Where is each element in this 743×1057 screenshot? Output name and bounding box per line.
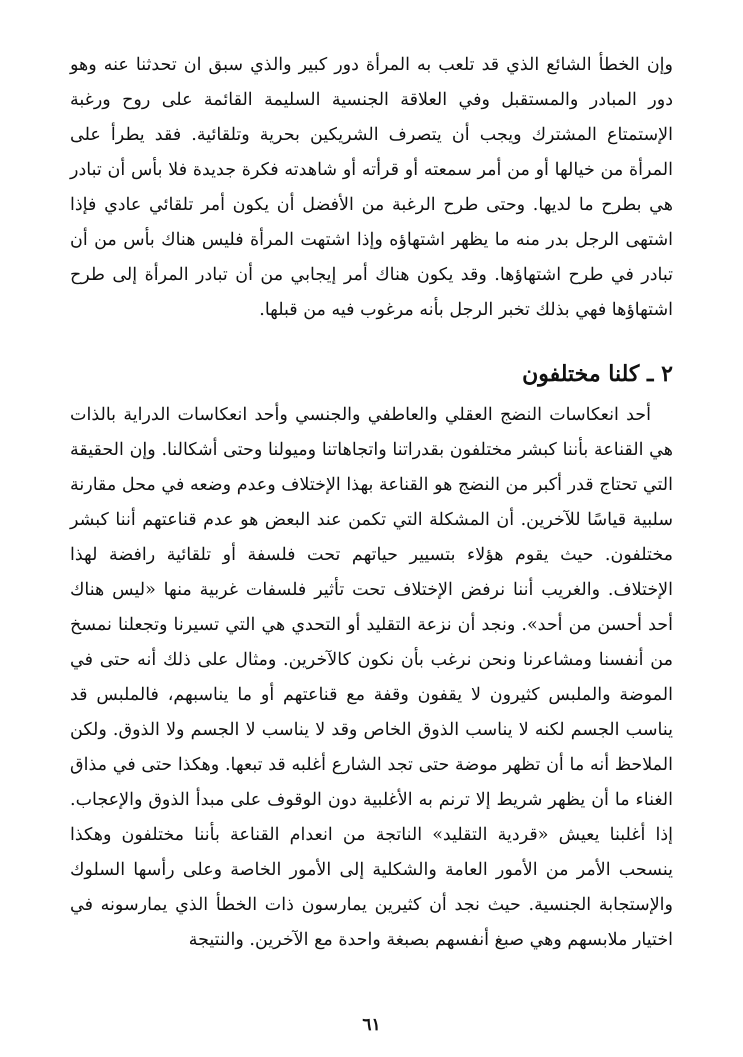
page-number: ٦١ [362, 1015, 381, 1035]
section-heading: ٢ ـ كلنا مختلفون [522, 361, 673, 387]
body-paragraph-2: أحد انعكاسات النضج العقلي والعاطفي والجنسي وأحد انعكاسات الدراية بالذات هي القناعة بأننا كبشر مختلفون بقدراتنا واتجاهاتنا وميولنا وحتى أشكالنا. وإن الحقيقة التي تحتاج قدر أكبر من النضج هو القناعة بهذا الإختلاف وعدم وضعه في محل مقارنة سلبية قياسًا للآخرين. أن المشكلة التي تكمن عند البعض هو عدم قناعتهم أننا كبشر مختلفون. حيث يقوم هؤلاء بتسيير حياتهم تحت فلسفة أو تلقائية رافضة لهذا الإختلاف. والغريب أننا نرفض الإختلاف تحت تأثير فلسفات غربية منها «ليس هناك أحد أحسن من أحد». ونجد أن نزعة التقليد أو التحدي هي التي تسيرنا وتجعلنا نمسخ من أنفسنا ومشاعرنا ونحن نرغب بأن نكون كالآخرين. ومثال على ذلك أنه حتى في الموضة والملبس كثيرون لا يقفون وقفة مع قناعتهم أو ما يناسبهم، فالملبس قد يناسب الجسم لكنه لا يناسب الذوق الخاص وقد لا يناسب لا الجسم ولا الذوق. ولكن الملاحظ أنه ما أن تظهر موضة حتى تجد الشارع أغلبه قد تبعها. وهكذا حتى في مذاق الغناء ما أن يظهر شريط إلا ترنم به الأغلبية دون الوقوف على مبدأ الذوق والإعجاب. إذا أغلبنا يعيش «قردية التقليد» الناتجة من انعدام القناعة بأننا مختلفون وهكذا ينسحب الأمر من الأمور العامة والشكلية إلى الأمور الخاصة وعلى رأسها السلوك والإستجابة الجنسية. حيث نجد أن كثيرين يمارسون ذات الخطأ الذي يمارسونه في اختيار ملابسهم وهي صبغ أنفسهم بصبغة واحدة مع الآخرين. والنتيجة [70, 405, 673, 950]
document-page [70, 48, 673, 1037]
body-paragraph-1: وإن الخطأ الشائع الذي قد تلعب به المرأة دور كبير والذي سبق ان تحدثنا عنه وهو دور المبادر والمستقبل وفي العلاقة الجنسية السليمة القائمة على روح ورغبة الإستمتاع المشترك ويجب أن يتصرف الشريكين بحرية وتلقائية. فقد يطرأ على المرأة من خيالها أو من أمر سمعته أو قرأته أو شاهدته فكرة جديدة فلا بأس أن تبادر هي بطرح ما لديها. وحتى طرح الرغبة من الأفضل أن يكون أمر تلقائي عادي فإذا اشتهى الرجل بدر منه ما يظهر اشتهاؤه وإذا اشتهت المرأة فليس هناك بأس من أن تبادر في طرح اشتهاؤها. وقد يكون هناك أمر إيجابي من أن تبادر المرأة إلى طرح اشتهاؤها فهي بذلك تخبر الرجل بأنه مرغوب فيه من قبلها. [70, 55, 673, 320]
